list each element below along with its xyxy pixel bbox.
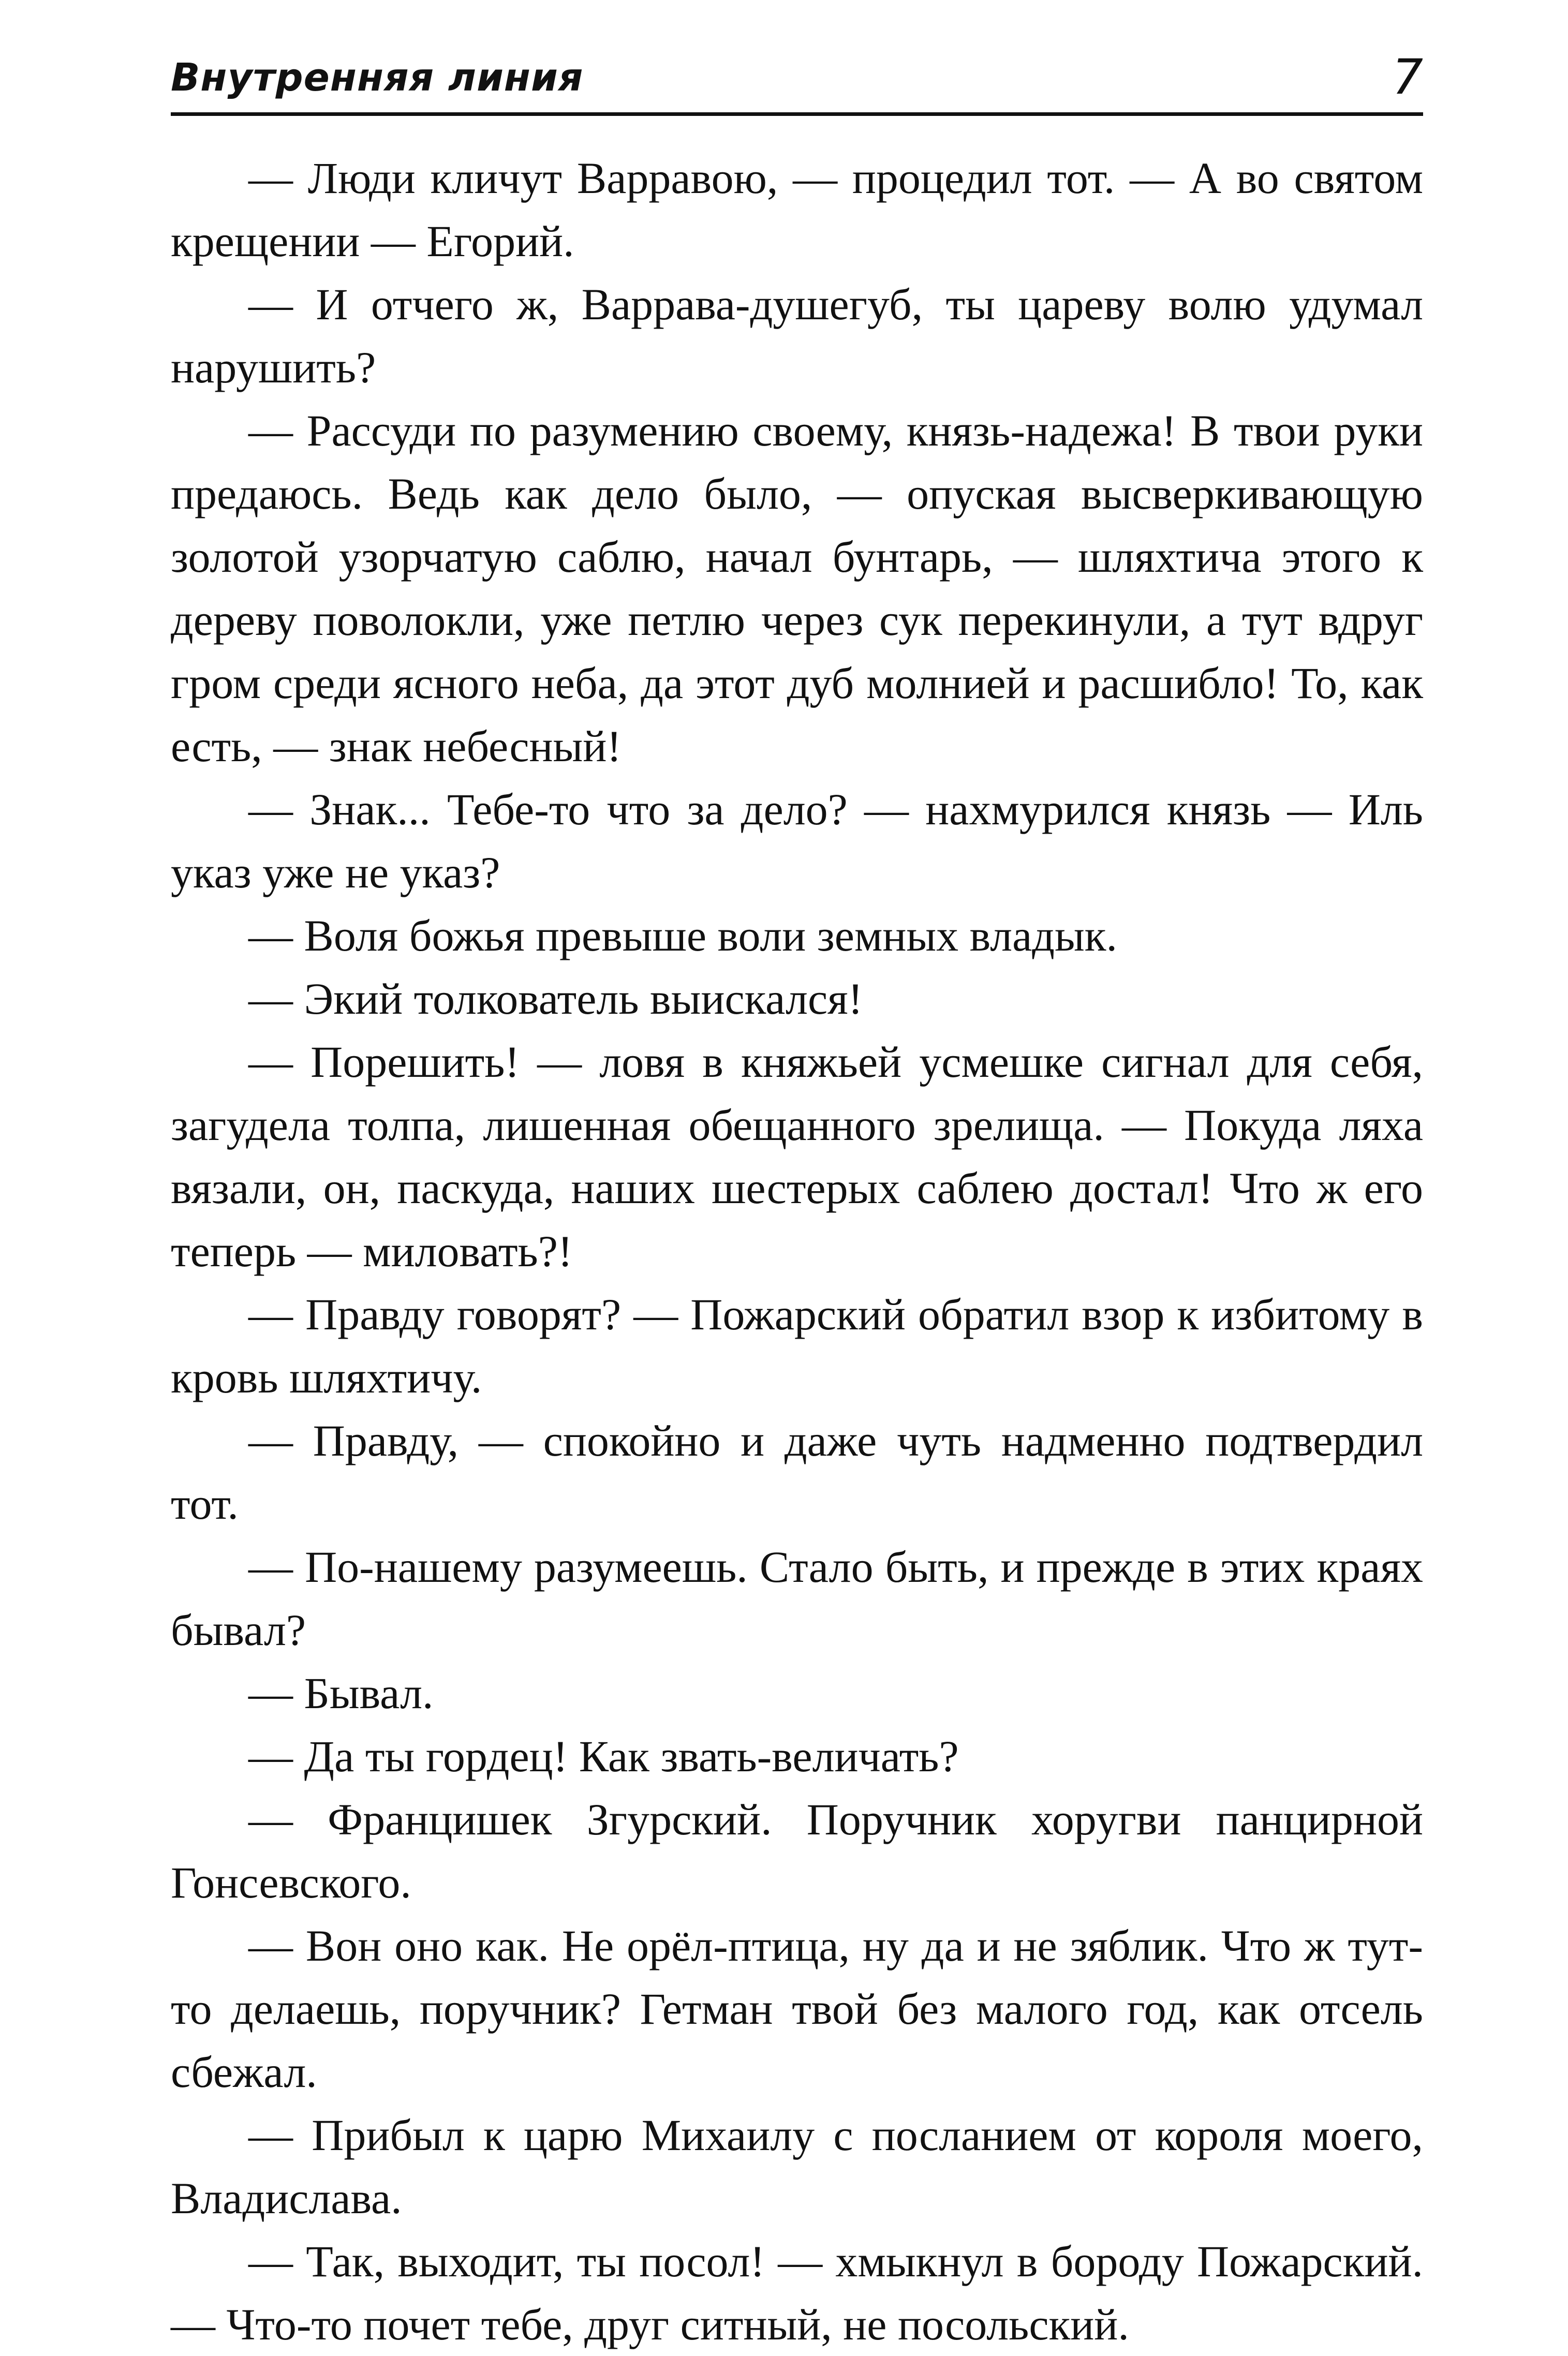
running-title: Внутренняя линия — [171, 55, 584, 100]
paragraph: — Знак... Тебе-то что за дело? — нахмурился князь — Иль указ уже не указ? — [171, 784, 1423, 897]
paragraph: — Воля божья превыше воли земных владык. — [248, 911, 1118, 960]
paragraph: — Так, выходит, ты посол! — хмыкнул в бороду Пожарский. — Что-то почет тебе, друг ситный, не посольский. — [171, 2236, 1423, 2349]
paragraph: — Порешить! — ловя в княжьей усмешке сигнал для себя, загудела толпа, лишенная обещанного зрелища. — Покуда ляха вязали, он, паскуда, наших шестерых саблею достал! Что ж его теперь — миловать?! — [171, 1037, 1423, 1276]
paragraph: — Рассуди по разумению своему, князь-надежа! В твои руки предаюсь. Ведь как дело было, — опуская высверкивающую золотой узорчатую саблю, начал бунтарь, — шляхтича этого к дереву поволокли, уже петлю через сук перекинули, а тут вдруг гром среди ясного неба, да этот дуб молнией и расшибло! То, как есть, — знак небесный! — [171, 406, 1423, 771]
paragraph: — Экий толкователь выискался! — [248, 974, 863, 1024]
running-header — [171, 49, 1423, 119]
paragraph: — И отчего ж, Варрава-душегуб, ты цареву волю удумал нарушить? — [171, 279, 1423, 392]
paragraph: — Правду, — спокойно и даже чуть надменно подтвердил тот. — [171, 1416, 1423, 1529]
paragraph: — Правду говорят? — Пожарский обратил взор к избитому в кровь шляхтичу. — [171, 1290, 1423, 1402]
paragraph: — По-нашему разумеешь. Стало быть, и прежде в этих краях бывал? — [171, 1542, 1423, 1655]
paragraph: — Прибыл к царю Михаилу с посланием от короля моего, Владислава. — [171, 2110, 1423, 2223]
paragraph: — Люди кличут Варравою, — процедил тот. — А во святом крещении — Егорий. — [171, 153, 1423, 266]
paragraph: — Да ты гордец! Как звать-величать? — [248, 1731, 959, 1781]
paragraph: — Францишек Згурский. Поручник хоругви панцирной Гонсевского. — [171, 1795, 1423, 1907]
header-rule — [171, 112, 1423, 116]
paragraph: — Вон оно как. Не орёл-птица, ну да и не зяблик. Что ж тут-то делаешь, поручник? Гетман твой без малого год, как отсель сбежал. — [171, 1921, 1423, 2097]
paragraph: — Бывал. — [248, 1668, 434, 1718]
body-text — [171, 146, 1423, 2356]
page-number: 7 — [1392, 49, 1423, 106]
